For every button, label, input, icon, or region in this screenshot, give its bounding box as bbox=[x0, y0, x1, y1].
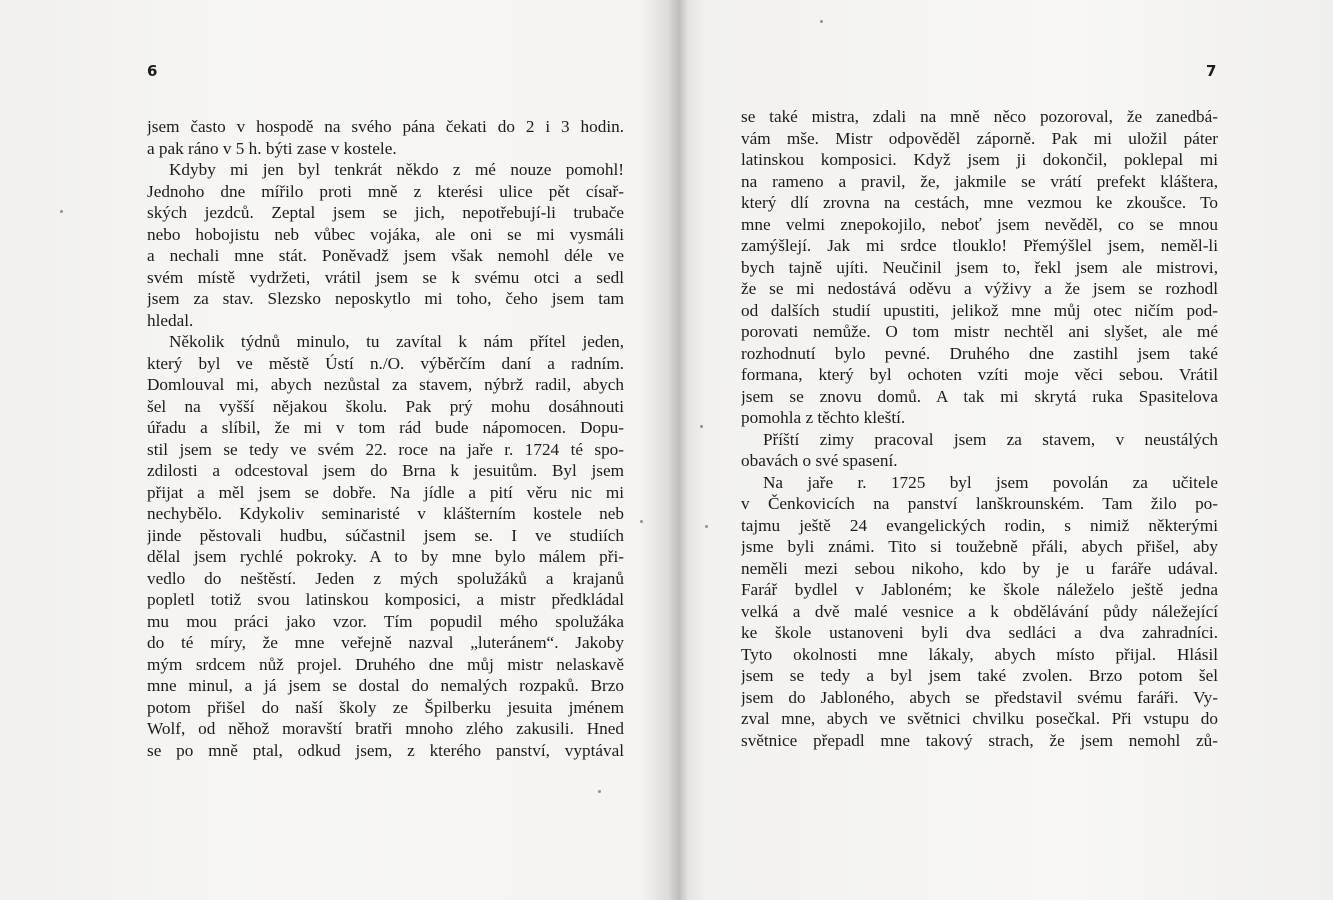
text-line: obavách o své spasení. bbox=[741, 451, 898, 470]
text-line: zval mne, abych ve světnici chvilku posečkal. Při vstupu do bbox=[741, 709, 1218, 728]
text-line: a pak ráno v 5 h. býti zase v kostele. bbox=[147, 138, 397, 158]
text-line: zamýšlejí. Jak mi srdce tlouklo! Přemýšlel jsem, neměl-li bbox=[741, 236, 1218, 255]
text-line: Na jaře r. 1725 byl jsem povolán za učitele bbox=[763, 472, 1218, 492]
text-line: potom přišel do naší školy ze Špilberku jesuita jménem bbox=[147, 697, 624, 717]
text-line: pomohla z těchto kleští. bbox=[741, 408, 906, 427]
text-line: rozhodnutí bylo pevné. Druhého dne zastihl jsem také bbox=[741, 343, 1218, 363]
text-line: jinde pěstovali hudbu, súčastnil jsem se. I ve studiích bbox=[147, 525, 624, 545]
text-line: Wolf, od něhož moravští bratři mnoho zlého zakusili. Hned bbox=[147, 719, 624, 738]
print-speck bbox=[60, 210, 63, 213]
text-line: šel na vyšší nějakou školu. Pak prý mohu dosáhnouti bbox=[147, 396, 624, 416]
text-line: jsem za stav. Slezsko neposkytlo mi toho, čeho jsem tam bbox=[147, 289, 624, 308]
text-line: dělal jsem rychlé pokroky. A to by mne bylo málem při- bbox=[147, 547, 624, 566]
print-speck bbox=[700, 425, 703, 428]
text-line: mne minul, a já jsem se dostal do nemalých rozpaků. Brzo bbox=[147, 676, 624, 695]
text-line: nebo hobojistu neb vůbec vojáka, ale oni se mi vysmáli bbox=[147, 224, 624, 244]
print-speck bbox=[705, 525, 708, 528]
text-line: od dalších studií upustiti, jelikož mne můj otec ničím pod- bbox=[741, 300, 1218, 320]
text-line: jsem do Jabloného, abych se představil svému faráři. Vy- bbox=[741, 687, 1218, 707]
text-line: mu mou práci jako vzor. Tím popudil mého spolužáka bbox=[147, 611, 624, 631]
text-line: formana, který byl ochoten vzíti moje věci sebou. Vrátil bbox=[741, 365, 1218, 384]
text-line: nechybělo. Kdykoliv seminaristé v klášterním kostele neb bbox=[147, 504, 624, 523]
text-line: vedlo do neštěstí. Jeden z mých spolužáků a krajanů bbox=[147, 568, 624, 588]
text-line: mým srdcem nůž projel. Druhého dne můj mistr nelaskavě bbox=[147, 654, 624, 674]
text-line: v Čenkovicích na panství lanškrounském. Tam žilo po- bbox=[741, 494, 1218, 513]
right-page bbox=[688, 0, 1333, 900]
text-line: Farář bydlel v Jabloném; ke škole náleželo ještě jedna bbox=[741, 580, 1218, 599]
text-line: velká a dvě malé vesnice a k obdělávání půdy náležející bbox=[741, 601, 1218, 621]
text-line: jsem často v hospodě na svého pána čekati do 2 i 3 hodin. bbox=[147, 117, 624, 136]
page-number: 6 bbox=[147, 62, 158, 80]
text-line: jsem se znovu domů. A tak mi skrytá ruka Spasitelova bbox=[741, 386, 1218, 406]
print-speck bbox=[640, 520, 643, 523]
text-line: bych tajně ujíti. Neučinil jsem to, řekl jsem ale mistrovi, bbox=[741, 257, 1218, 277]
text-line: přijat a měl jsem se dobře. Na jídle a pití věru nic mi bbox=[147, 482, 624, 502]
print-speck bbox=[820, 20, 823, 23]
page-text bbox=[147, 116, 624, 761]
text-line: Jednoho dne mířilo proti mně z kterési ulice pět císař- bbox=[147, 181, 624, 201]
text-line: ke škole ustanoveni byli dva sedláci a dva zahradníci. bbox=[741, 623, 1218, 642]
text-line: na rameno a pravil, že, jakmile se vrátí prefekt kláštera, bbox=[741, 171, 1218, 191]
text-line: svém místě vydržeti, vrátil jsem se k svému otci a sedl bbox=[147, 267, 624, 287]
text-line: Tyto okolnosti mne lákaly, abych místo přijal. Hlásil bbox=[741, 644, 1218, 664]
text-line: se také mistra, zdali na mně něco pozoroval, že zanedbá- bbox=[741, 107, 1218, 126]
text-line: Kdyby mi jen byl tenkrát někdo z mé nouze pomohl! bbox=[169, 160, 624, 179]
book-gutter bbox=[668, 0, 688, 900]
text-line: latinskou komposici. Když jsem ji dokončil, poklepal mi bbox=[741, 150, 1218, 169]
text-line: Několik týdnů minulo, tu zavítal k nám přítel jeden, bbox=[169, 332, 624, 351]
text-line: se po mně ptal, odkud jsem, z kterého panství, vyptával bbox=[147, 740, 624, 760]
text-line: vám mše. Mistr odpověděl záporně. Pak mi uložil páter bbox=[741, 128, 1218, 148]
text-line: jsem se tedy a byl jsem také zvolen. Brzo potom šel bbox=[741, 666, 1218, 685]
print-speck bbox=[598, 790, 601, 793]
text-line: stil jsem se tedy ve svém 22. roce na jaře r. 1724 té spo- bbox=[147, 439, 624, 459]
text-line: Příští zimy pracoval jsem za stavem, v neustálých bbox=[763, 429, 1218, 449]
page-text bbox=[741, 106, 1218, 751]
text-line: Domlouval mi, abych nezůstal za stavem, nýbrž radil, abych bbox=[147, 375, 624, 394]
text-line: hledal. bbox=[147, 310, 194, 330]
text-line: jsme byli známi. Tito si toužebně přáli, abych přišel, aby bbox=[741, 537, 1218, 556]
text-line: do té míry, že mne veřejně nazval „luteránem“. Jakoby bbox=[147, 633, 624, 652]
page-number: 7 bbox=[1206, 62, 1217, 80]
text-line: který dlí zrovna na cestách, mne vezmou ke zkoušce. To bbox=[741, 193, 1218, 212]
text-line: světnice přepadl mne takový strach, že jsem nemohl zů- bbox=[741, 730, 1218, 750]
text-line: zdilosti a odcestoval jsem do Brna k jesuitům. Byl jsem bbox=[147, 461, 624, 480]
text-line: neměli mezi sebou nikoho, kdo by je u faráře udával. bbox=[741, 558, 1218, 578]
text-line: který byl ve městě Ústí n./O. výběrčím daní a radním. bbox=[147, 353, 624, 373]
text-line: tajmu ještě 24 evangelických rodin, s nimiž některými bbox=[741, 515, 1218, 535]
text-line: porovati nemůže. O tom mistr nechtěl ani slyšet, ale mé bbox=[741, 322, 1218, 341]
text-line: popletl totiž svou latinskou komposici, a mistr předkládal bbox=[147, 590, 624, 609]
text-line: ských jezdců. Zeptal jsem se jich, nepotřebují-li trubače bbox=[147, 203, 624, 222]
text-line: mne velmi znepokojilo, neboť jsem nevěděl, co se mnou bbox=[741, 214, 1218, 234]
text-line: a nechali mne stát. Poněvadž jsem však nemohl déle ve bbox=[147, 246, 624, 265]
text-line: úřadu a slíbil, že mi v tom rád bude nápomocen. Dopu- bbox=[147, 418, 624, 437]
text-line: že se mi nedostává oděvu a výživy a že jsem se rozhodl bbox=[741, 279, 1218, 298]
